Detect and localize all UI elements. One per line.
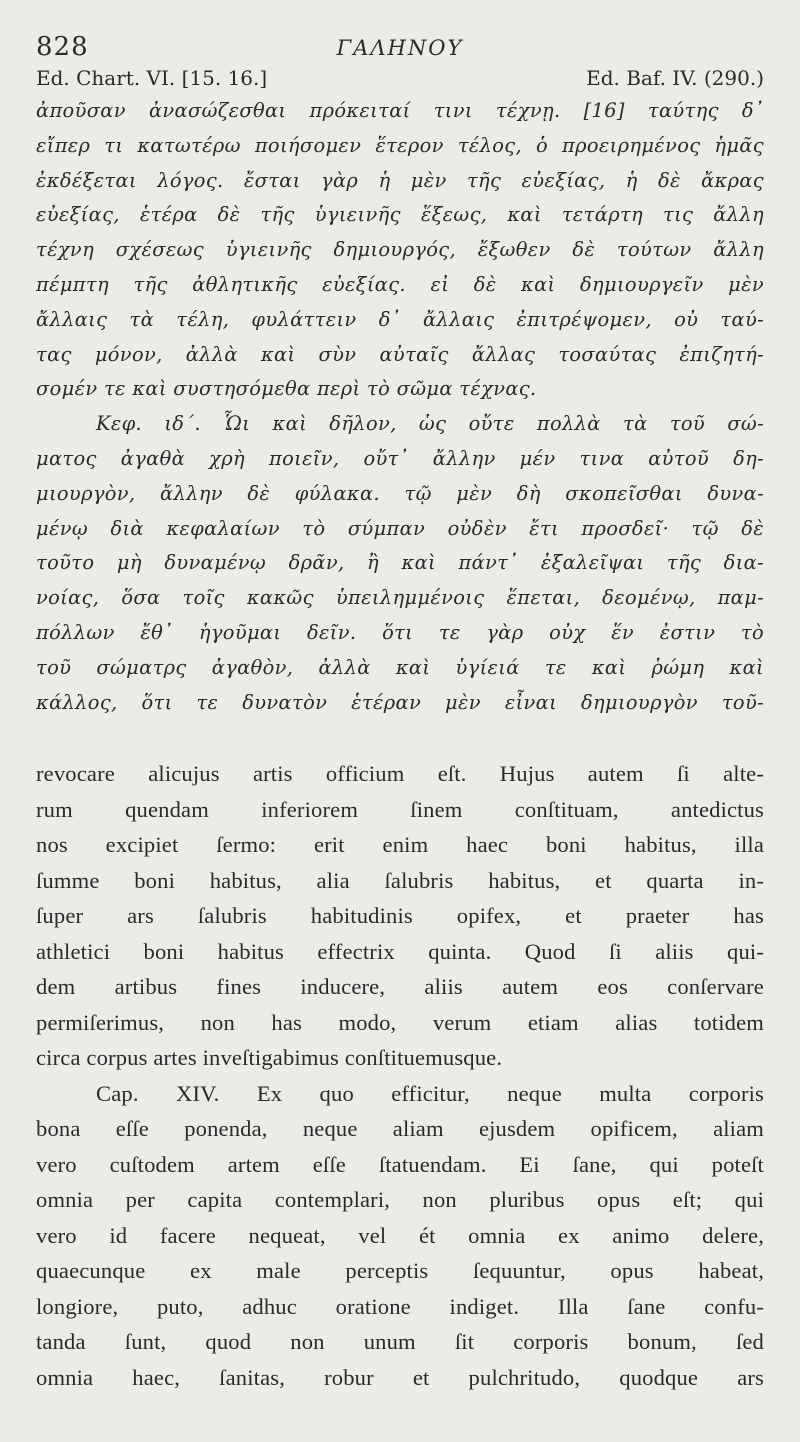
greek-line: τέχνη σχέσεως ὑγιεινῆς δημιουργός, ἔξωθεν δὲ τούτων ἄλλη bbox=[36, 238, 764, 262]
greek-line: εἴπερ τι κατωτέρω ποιήσομεν ἕτερον τέλος, ὁ προειρημένος ἡμᾶς bbox=[36, 133, 764, 157]
greek-line: εὐεξίας, ἑτέρα δὲ τῆς ὑγιεινῆς ἕξεως, καὶ τετάρτη τις ἄλλη bbox=[36, 203, 764, 227]
greek-line: νοίας, ὅσα τοῖς κακῶς ὑπειλημμένοις ἕπεται, δεομένῳ, παμ- bbox=[36, 586, 764, 610]
edition-reference-chart: Ed. Chart. VI. [15. 16.] bbox=[36, 66, 268, 90]
greek-text-block bbox=[36, 94, 764, 720]
greek-line: τας μόνον, ἀλλὰ καὶ σὺν αὐταῖς ἄλλας τοσαύτας ἐπιζητή- bbox=[36, 342, 764, 366]
latin-line: omnia haec, ſanitas, robur et pulchritudo, quodque ars bbox=[36, 1364, 764, 1390]
latin-text-block bbox=[36, 756, 764, 1395]
latin-line: tanda ſunt, quod non unum ſit corporis bonum, ſed bbox=[36, 1329, 764, 1355]
edition-reference-basel: Ed. Baf. IV. (290.) bbox=[586, 66, 764, 90]
latin-line: vero cuſtodem artem eſſe ſtatuendam. Ei ſane, qui poteſt bbox=[36, 1151, 764, 1177]
running-head bbox=[36, 26, 764, 64]
latin-line: omnia per capita contemplari, non pluribus opus eſt; qui bbox=[36, 1187, 764, 1213]
greek-line: τοῦ σώματρς ἀγαθὸν, ἀλλὰ καὶ ὑγίειά τε καὶ ῥώμη καὶ bbox=[36, 655, 764, 679]
greek-line: ἀποῦσαν ἀνασώζεσθαι πρόκειταί τινι τέχνῃ. [16] ταύτης δ᾽ bbox=[36, 99, 764, 122]
running-title: ΓΑΛΗΝΟΥ bbox=[336, 36, 464, 60]
latin-line: rum quendam inferiorem ſinem conſtituam, antedictus bbox=[36, 796, 764, 822]
greek-line: τοῦτο μὴ δυναμένῳ δρᾶν, ἢ καὶ πάντ᾽ ἐξαλεῖψαι τῆς δια- bbox=[36, 551, 764, 575]
edition-reference-line bbox=[36, 64, 764, 94]
latin-line: athletici boni habitus effectrix quinta. Quod ſi aliis qui- bbox=[36, 938, 764, 964]
page-number: 828 bbox=[36, 32, 89, 62]
greek-line: ματος ἀγαθὰ χρὴ ποιεῖν, οὔτ᾽ ἄλλην μέν τινα αὐτοῦ δη- bbox=[36, 446, 764, 470]
latin-chapter-start-line: Cap. XIV. Ex quo efficitur, neque multa corporis bbox=[96, 1080, 764, 1106]
latin-line: longiore, puto, adhuc oratione indiget. Illa ſane confu- bbox=[36, 1293, 764, 1319]
latin-line: circa corpus artes inveſtigabimus conſtituemusque. bbox=[36, 1045, 503, 1071]
greek-line: ἄλλαις τὰ τέλη, φυλάττειν δ᾽ ἄλλαις ἐπιτρέψομεν, οὐ ταύ- bbox=[36, 307, 764, 331]
latin-line: bona eſſe ponenda, neque aliam ejusdem opificem, aliam bbox=[36, 1116, 764, 1142]
greek-line: πόλλων ἔθ᾽ ἡγοῦμαι δεῖν. ὅτι τε γὰρ οὐχ ἕν ἐστιν τὸ bbox=[36, 620, 764, 644]
latin-line: quaecunque ex male perceptis ſequuntur, opus habeat, bbox=[36, 1258, 764, 1284]
greek-line: μένῳ διὰ κεφαλαίων τὸ σύμπαν οὐδὲν ἔτι προσδεῖ· τῷ δὲ bbox=[36, 516, 764, 540]
greek-line: μιουργὸν, ἄλλην δὲ φύλακα. τῷ μὲν δὴ σκοπεῖσθαι δυνα- bbox=[36, 481, 764, 505]
greek-line: κάλλος, ὅτι τε δυνατὸν ἑτέραν μὲν εἶναι δημιουργὸν τοῦ- bbox=[36, 690, 764, 714]
latin-line: ſumme boni habitus, alia ſalubris habitus, et quarta in- bbox=[36, 867, 764, 893]
greek-line: σομέν τε καὶ συστησόμεθα περὶ τὸ σῶμα τέχνας. bbox=[36, 377, 537, 401]
latin-line: vero id facere nequeat, vel ét omnia ex animo delere, bbox=[36, 1222, 764, 1248]
greek-line: ἐκδέξεται λόγος. ἔσται γὰρ ἡ μὲν τῆς εὐεξίας, ἡ δὲ ἄκρας bbox=[36, 168, 764, 192]
latin-line: dem artibus fines inducere, aliis autem eos conſervare bbox=[36, 974, 764, 1000]
latin-line: nos excipiet ſermo: erit enim haec boni habitus, illa bbox=[36, 832, 764, 858]
greek-chapter-start-line: Κεφ. ιδ΄. Ὧι καὶ δῆλον, ὡς οὔτε πολλὰ τὰ τοῦ σώ- bbox=[96, 412, 764, 436]
latin-line: permiſerimus, non has modo, verum etiam alias totidem bbox=[36, 1009, 764, 1035]
greek-line: πέμπτη τῆς ἀθλητικῆς εὐεξίας. εἰ δὲ καὶ δημιουργεῖν μὲν bbox=[36, 272, 764, 296]
latin-line: ſuper ars ſalubris habitudinis opifex, et praeter has bbox=[36, 903, 764, 929]
latin-line: revocare alicujus artis officium eſt. Hujus autem ſi alte- bbox=[36, 761, 764, 787]
